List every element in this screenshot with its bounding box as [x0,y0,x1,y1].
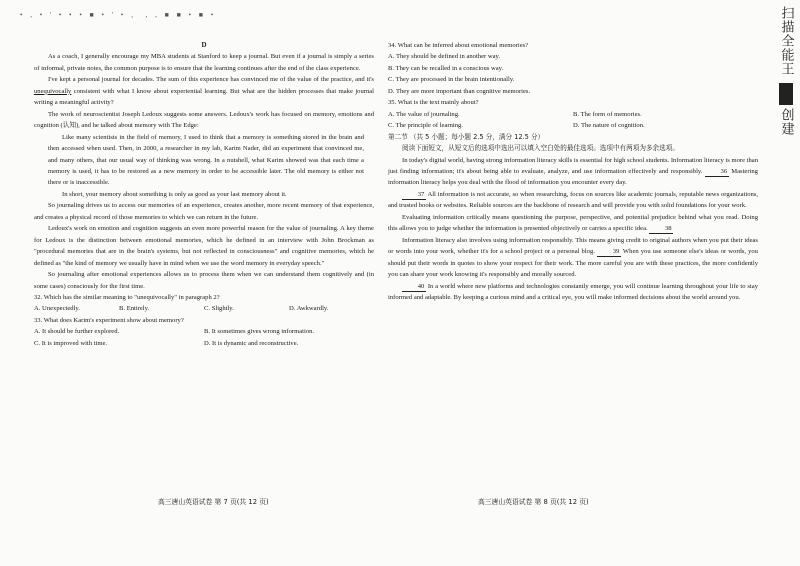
scanner-watermark [776,6,796,140]
quote-paragraph-2: In short, your memory about something is only as good as your last memory about it. [62,190,287,198]
section-instructions: 阅读下面短文，从短文后的选项中选出可以填入空白处的最佳选项。选项中有两项为多余选项。 [402,144,679,153]
blank-36[interactable]: 36 [705,167,729,177]
cloze-paragraph-3 [388,212,758,235]
q35-option-d[interactable]: D. The nature of cognition. [573,122,645,130]
cloze-paragraph-2 [388,189,758,212]
passage-paragraph-1: As a coach, I generally encourage my MBA students at Stanford to keep a journal. But even if a journal is simply a series of informal, private notes, the common purpose is to ensure that the learning continues after the end of the class experience. [34,53,374,72]
passage-paragraph-5: Ledoux's work on emotion and cognition suggests an even more powerful reason for the value of journaling. A key theme for Ledoux is the distinction between emotional memories, which he defined in an interview with John Brockman as "procedural memories that are in the brain's systems, but not reflected in consciousness" and cognitive memories, which he defined as "the kind of memory we usually have in mind when we use the word memory in everyday speech." [34,225,374,267]
passage-paragraph-6: So journaling after emotional experiences allows us to process them when we can understand them cognitively and (in some cases) consciously for the first time. [34,271,374,290]
passage-paragraph-3: The work of neuroscientist Joseph Ledoux suggests some answers. Ledoux's work has focused on memory, emotions and cognition (认知), and he talked about memory with The Edge: [34,110,374,130]
question-33-options [34,326,374,349]
cloze-p2-text: All information is not accurate, so when researching, focus on sources like academic journals, reputable news organizations, and trusted books or websites. Reliable sources are the backbone of research and will provide you with solid foundations for your work. [388,190,758,210]
blank-40[interactable]: 40 [402,282,426,292]
cloze-p1-text-b: Mastering information literacy helps you deal with the flood of information you encounter every day. [388,167,758,187]
question-32-options [34,303,374,314]
question-34-options [388,51,758,97]
q33-option-c[interactable]: C. It is improved with time. [34,339,108,347]
q33-option-b[interactable]: B. It sometimes gives wrong information. [204,328,315,336]
q32-option-a[interactable]: A. Unexpectedly. [34,305,80,313]
right-column [388,40,758,303]
cloze-p5-text: In a world where new platforms and technologies constantly emerge, you will continue learning throughout your life to stay informed and adaptable. By keeping a curious mind and a critical eye, you will make informed decisions about the world around you. [388,282,758,301]
passage-paragraph-2 [34,74,374,108]
q35-option-a[interactable]: A. The value of journaling. [388,110,460,118]
paragraph-2-text-a: I've kept a personal journal for decades. The sum of this experience has convinced me of the value of the practice, and it's [48,76,374,84]
watermark-logo-icon [779,83,793,105]
footer-page-8: 高三唐山英语试卷 第 8 页(共 12 页) [478,498,589,506]
passage-paragraph-4: So journaling drives us to access our memories of an experience, creates another, more recent memory of that experience, and creates a physical record of those memories to which we can return in the future. [34,202,374,221]
blank-38[interactable]: 38 [649,224,673,234]
q32-option-d[interactable]: D. Awkwardly. [289,305,329,313]
blank-37[interactable]: 37 [402,190,426,200]
q34-option-b[interactable]: B. They can be recalled in a conscious way. [388,64,504,72]
q34-option-a[interactable]: A. They should be defined in another way. [388,53,501,61]
q32-option-b[interactable]: B. Entirely. [119,305,150,313]
passage-title: D [201,41,207,49]
q35-option-c[interactable]: C. The principle of learning. [388,122,463,130]
top-scan-marks: • , • ' • • • ■ • ' • 、 , , ■ ■ • ■ • [20,11,217,19]
watermark-label-top: 扫描全能王 [778,6,794,76]
cloze-p1-text-a: In today's digital world, having strong information literacy skills is essential for high school students. Information literacy is more than just finding information; it's about being able to evaluate, analyze, and use information effectively and responsibly. [388,156,758,175]
q35-option-b[interactable]: B. The form of memories. [573,110,642,118]
cloze-paragraph-1 [388,155,758,189]
quote-paragraph-1: Like many scientists in the field of memory, I used to think that a memory is something stored in the brain and then accessed when used. Then, in 2000, a researcher in my lab, Karim Nader, did an experiment that convinced me, and many others, that our usual way of thinking was wrong. In a nutshell, what Karim showed was that each time a memory is used, it has to be restored as a new memory in order to be accessible later. The old memory is either not there or is inaccessible. [48,133,364,187]
cloze-p4-text-b: When you use someone else's ideas or words, you should put their words in quotes to show your respect for their work. The more careful you are with these practices, the more confidently you can share your work knowing it's responsibly and morally sourced. [388,248,758,279]
left-column [34,40,374,349]
section-heading: 第二节 （共 5 小题；每小题 2.5 分，满分 12.5 分） [388,132,545,141]
question-34: 34. What can be inferred about emotional memories? [388,42,529,49]
ledoux-quote [34,132,374,201]
cloze-paragraph-4 [388,235,758,281]
underlined-word: unequivocally [34,87,72,95]
cloze-paragraph-5 [388,281,758,304]
watermark-label-bottom: 创建 [778,108,794,136]
q34-option-d[interactable]: D. They are more important than cognitive memories. [388,87,531,95]
blank-39[interactable]: 39 [597,247,621,257]
footer-page-7: 高三唐山英语试卷 第 7 页(共 12 页) [158,498,269,506]
q33-option-a[interactable]: A. It should be further explored. [34,328,120,336]
q33-option-d[interactable]: D. It is dynamic and reconstructive. [204,339,299,347]
question-35: 35. What is the text mainly about? [388,99,479,107]
question-35-options [388,109,758,132]
question-32: 32. Which has the similar meaning to "unequivocally" in paragraph 2? [34,293,220,301]
paragraph-2-text-b: consistent with what I know about experiential learning. But what are the hidden processes that make journal writing a meaningful activity? [34,87,374,107]
question-33: 33. What does Karim's experiment show about memory? [34,316,184,324]
cloze-p4-text-a: Information literacy also involves using information responsibly. This means giving credit to original authors when you put their ideas or words into your work, whether it's for a school project or a personal blog. [388,236,758,256]
q32-option-c[interactable]: C. Slightly. [204,305,234,313]
q34-option-c[interactable]: C. They are processed in the brain intentionally. [388,76,515,84]
cloze-p3-text: Evaluating information critically means questioning the purpose, perspective, and potential prejudice behind what you read. Doing this allows you to judge whether the information is presented objectively or carries a specific idea. [388,213,758,233]
